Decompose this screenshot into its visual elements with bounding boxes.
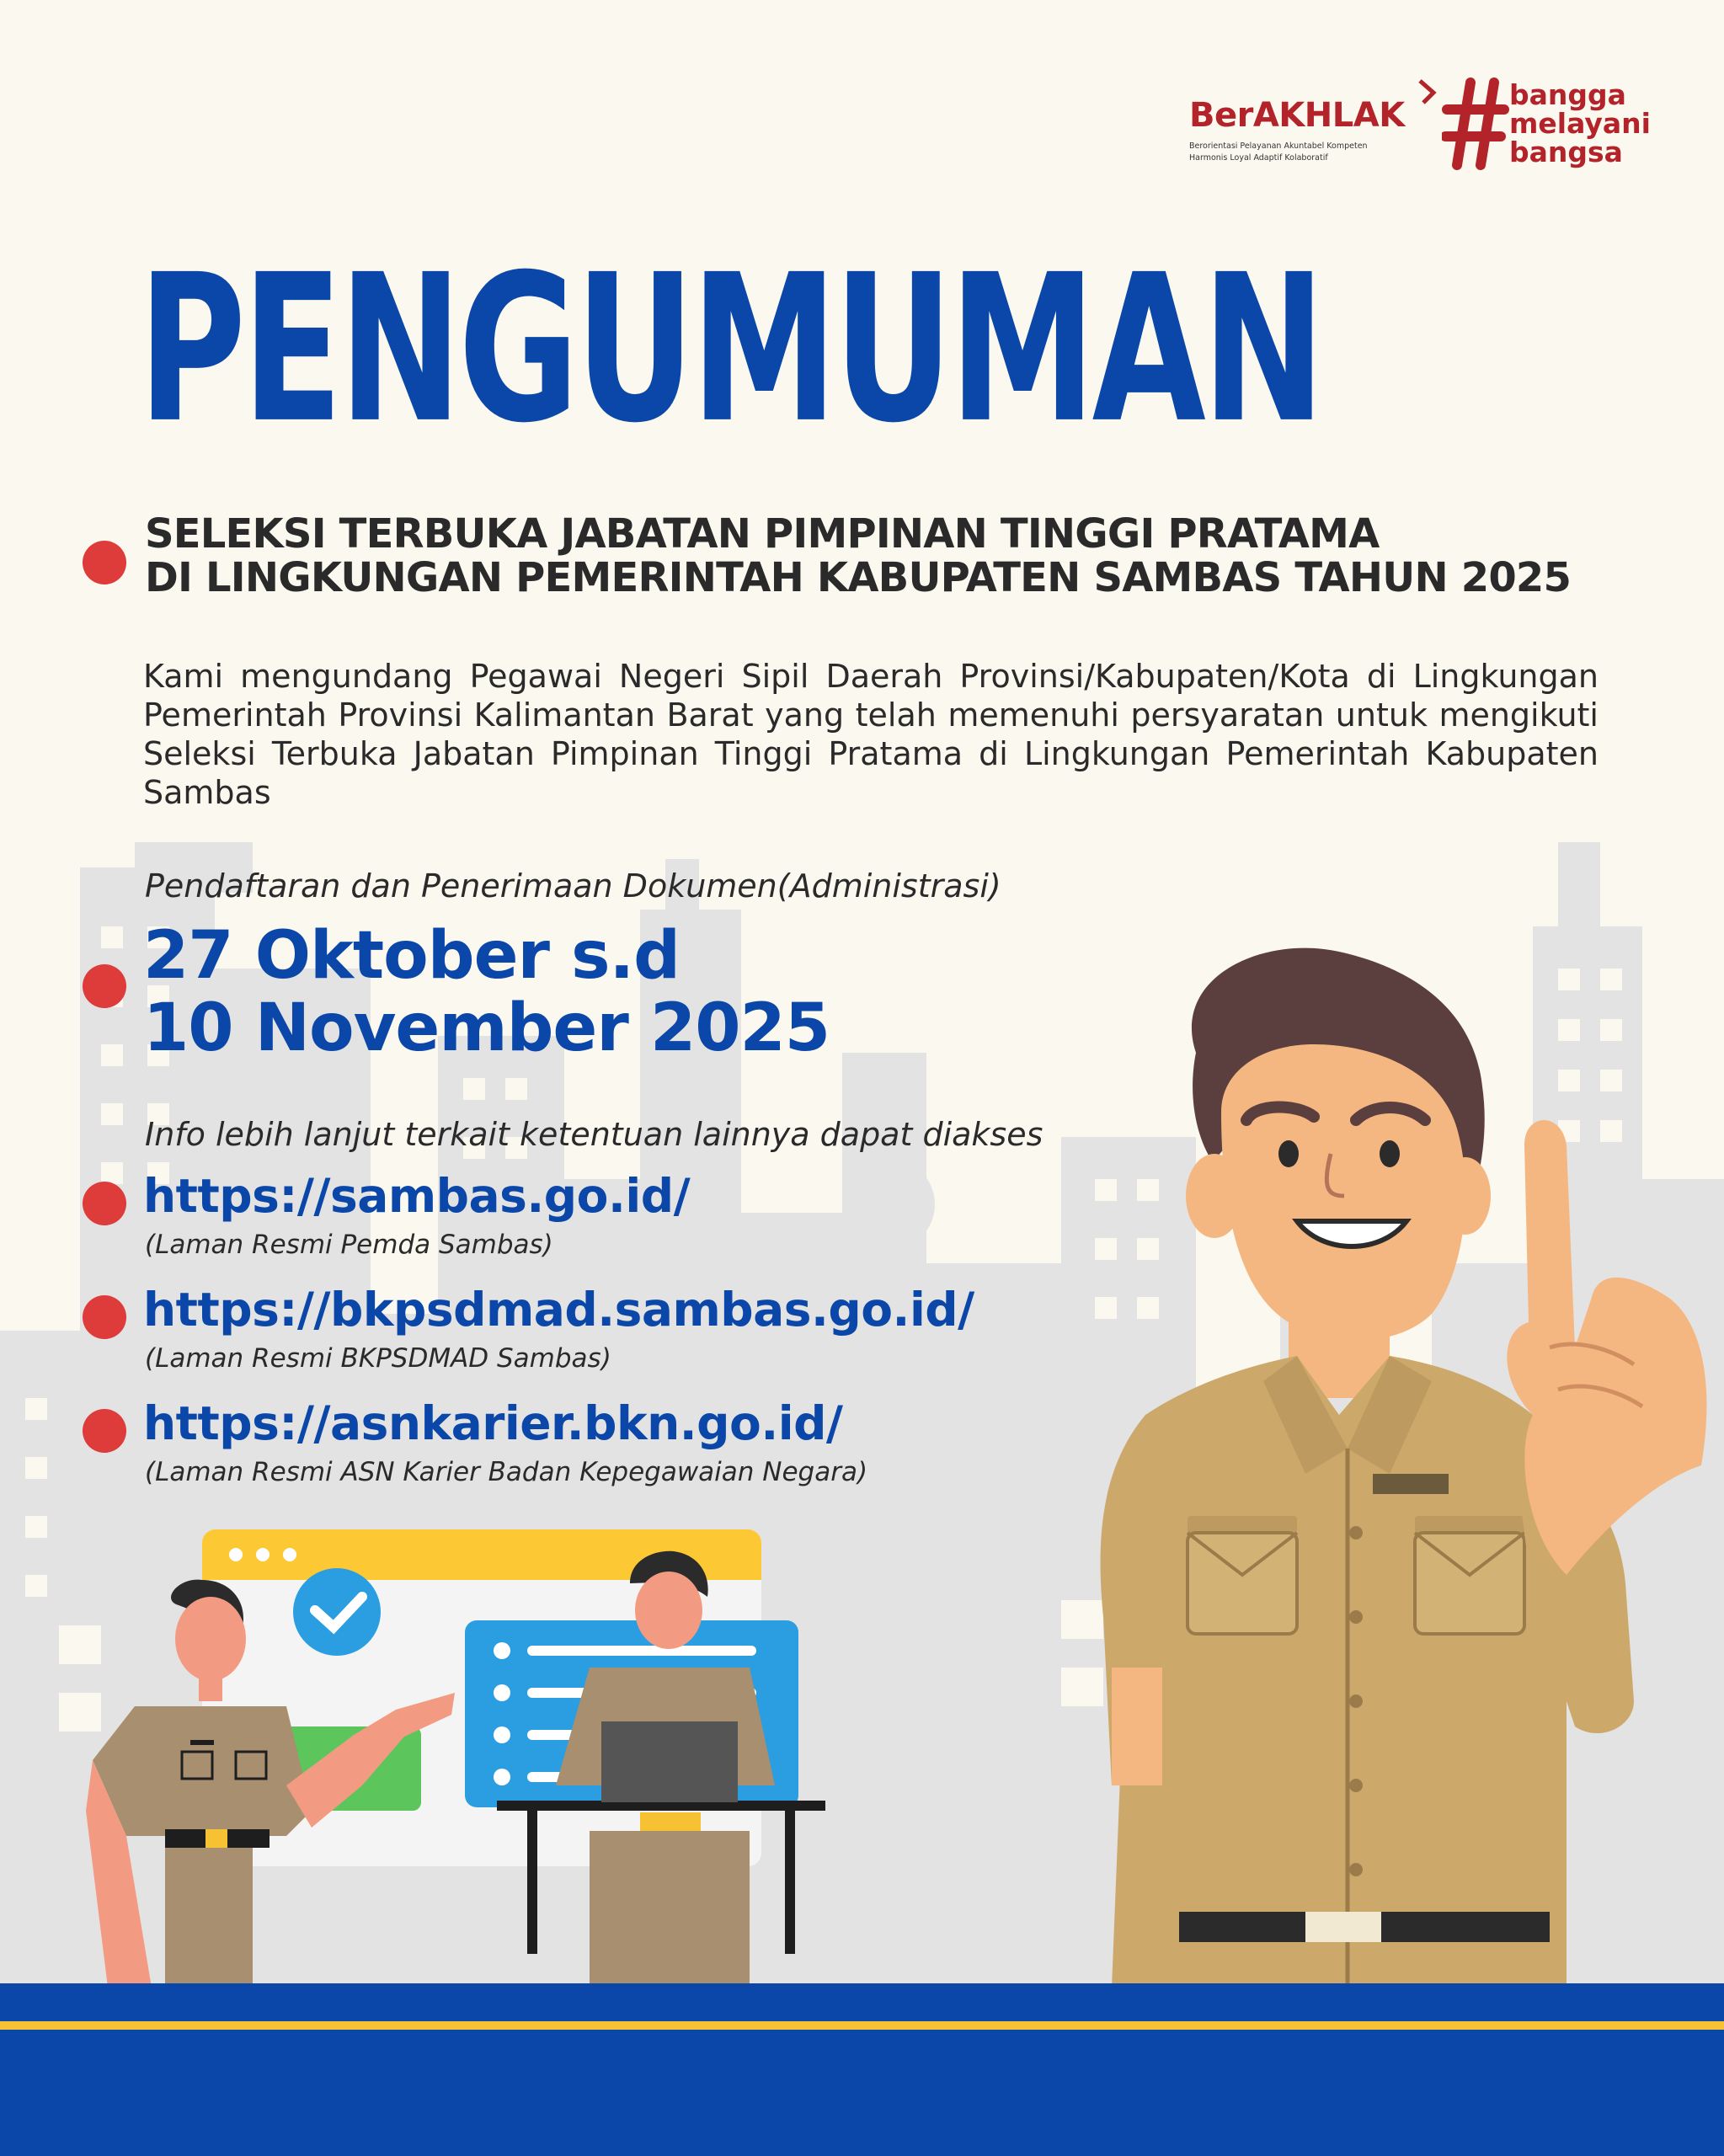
link-sambas[interactable]: https://sambas.go.id/ — [143, 1169, 691, 1223]
hashtag-word-2: melayani — [1509, 107, 1651, 140]
link-sambas-desc: (Laman Resmi Pemda Sambas) — [145, 1230, 553, 1260]
info-label: Info lebih lanjut terkait ketentuan lainnya dapat diakses — [145, 1116, 1043, 1153]
body-paragraph: Kami mengundang Pegawai Negeri Sipil Daerah Provinsi/Kabupaten/Kota di Lingkungan Pemerintah Provinsi Kalimantan Barat yang telah memenuhi persyaratan untuk mengikuti Seleksi Terbuka Jabatan Pimpinan Tinggi Pratama di Lingkungan Pemerintah Kabupaten Sambas — [143, 658, 1599, 811]
subtitle-line-2: DI LINGKUNGAN PEMERINTAH KABUPATEN SAMBAS TAHUN 2025 — [145, 554, 1572, 601]
footer-band — [0, 1983, 1724, 2156]
berakhlak-tagline-1: Berorientasi Pelayanan Akuntabel Kompeten — [1189, 141, 1368, 151]
bullet-dot — [83, 1409, 126, 1453]
link-bkpsdmad-desc: (Laman Resmi BKPSDMAD Sambas) — [145, 1343, 611, 1374]
registration-date-line-1: 27 Oktober s.d — [143, 918, 681, 994]
check-icon — [293, 1568, 381, 1656]
link-asnkarier-desc: (Laman Resmi ASN Karier Badan Kepegawaian Negara) — [145, 1457, 868, 1487]
bullet-dot — [83, 541, 126, 584]
berakhlak-chevron-icon — [1415, 77, 1440, 111]
footer-stripe — [0, 2021, 1724, 2030]
link-asnkarier[interactable]: https://asnkarier.bkn.go.id/ — [143, 1396, 843, 1450]
hashtag-icon — [1442, 77, 1509, 170]
subtitle — [145, 512, 1610, 600]
logo-area — [1189, 77, 1661, 179]
page-title: PENGUMUMAN — [138, 232, 1322, 468]
link-bkpsdmad[interactable]: https://bkpsdmad.sambas.go.id/ — [143, 1283, 974, 1337]
registration-date — [143, 920, 830, 1065]
registration-date-line-2: 10 November 2025 — [143, 990, 830, 1066]
hashtag-word-1: bangga — [1509, 78, 1626, 111]
browser-dots-icon — [229, 1548, 296, 1561]
registration-label: Pendaftaran dan Penerimaan Dokumen(Administrasi) — [145, 867, 1001, 905]
hashtag-word-3: bangsa — [1509, 136, 1623, 168]
bullet-dot — [83, 964, 126, 1008]
bullet-dot — [83, 1182, 126, 1225]
berakhlak-tagline-2: Harmonis Loyal Adaptif Kolaboratif — [1189, 153, 1328, 163]
berakhlak-logo: BerAKHLAK — [1189, 96, 1405, 135]
office-illustration — [0, 1516, 842, 1988]
main-officer-illustration — [1095, 943, 1724, 1988]
bullet-dot — [83, 1295, 126, 1339]
subtitle-line-1: SELEKSI TERBUKA JABATAN PIMPINAN TINGGI PRATAMA — [145, 510, 1380, 558]
